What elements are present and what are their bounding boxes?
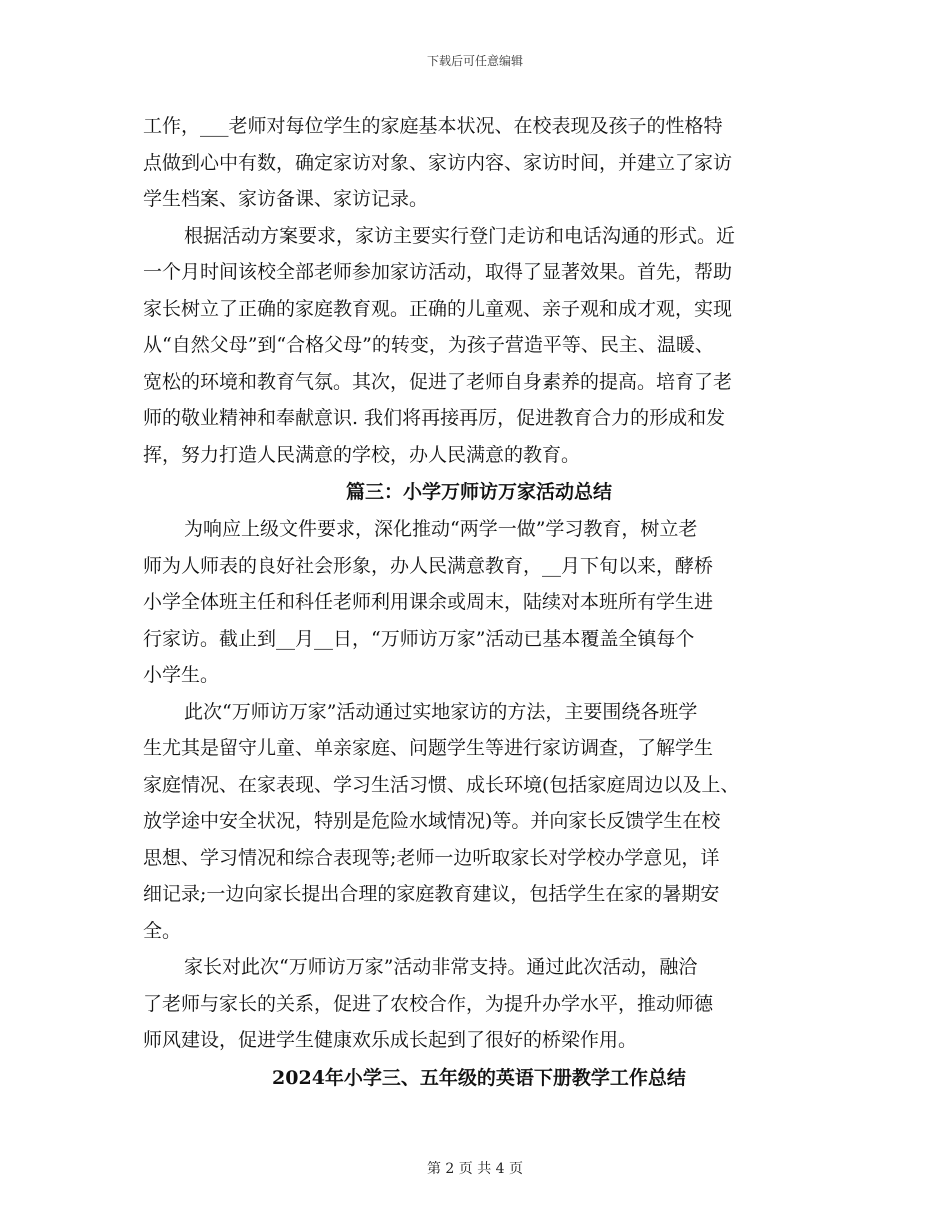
text-line: 放学途中安全状况，特别是危险水域情况)等。并向家长反馈学生在校 (143, 810, 721, 832)
section-heading: 2024年小学三、五年级的英语下册教学工作总结 (272, 1066, 686, 1089)
text-line: 了老师与家长的关系，促进了农校合作，为提升办学水平，推动师德 (143, 992, 714, 1015)
text-line: 从“自然父母”到“合格父母”的转变，为孩子营造平等、民主、温暖、 (143, 334, 714, 356)
text-line: 家庭情况、在家表现、学习生活习惯、成长环境(包括家庭周边以及上、 (143, 773, 740, 796)
text-line: 此次“万师访万家”活动通过实地家访的方法，主要围绕各班学 (184, 700, 698, 723)
paragraph-1 (143, 108, 815, 218)
text-line: 思想、学习情况和综合表现等;老师一边听取家长对学校办学意见，详 (143, 846, 720, 869)
text-line: 师的敬业精神和奉献意识. 我们将再接再厉，促进教育合力的形成和发 (143, 407, 726, 429)
text-line: 家长树立了正确的家庭教育观。正确的儿童观、亲子观和成才观，实现 (143, 297, 733, 320)
text-line: 学生档案、家访备课、家访记录。 (143, 188, 429, 210)
page-header-note: 下载后可任意编辑 (426, 54, 523, 68)
section-heading: 篇三：小学万师访万家活动总结 (345, 481, 612, 503)
text-line: 师风建设，促进学生健康欢乐成长起到了很好的桥梁作用。 (143, 1029, 638, 1051)
page-number: 第 2 页 共 4 页 (426, 1161, 524, 1177)
paragraph-3 (143, 511, 815, 694)
text-line: 工作，___老师对每位学生的家庭基本状况、在校表现及孩子的性格特 (143, 115, 723, 137)
text-line: 全。 (143, 919, 182, 942)
text-line: 小学全体班主任和科任老师利用课余或周末，陆续对本班所有学生进 (143, 591, 714, 613)
document-body (143, 108, 815, 1097)
paragraph-2 (143, 218, 815, 474)
text-line: 为响应上级文件要求，深化推动“两学一做”学习教育，树立老 (184, 518, 698, 540)
text-line: 挥，努力打造人民满意的学校，办人民满意的教育。 (143, 443, 581, 466)
text-line: 根据活动方案要求，家访主要实行登门走访和电话沟通的形式。近 (184, 224, 736, 247)
paragraph-4 (143, 694, 815, 950)
text-line: 细记录;一边向家长提出合理的家庭教育建议，包括学生在家的暑期安 (143, 883, 720, 905)
text-line: 生尤其是留守儿童、单亲家庭、问题学生等进行家访调查，了解学生 (143, 737, 714, 759)
paragraph-5 (143, 949, 815, 1059)
text-line: 行家访。截止到__月__日，“万师访万家”活动已基本覆盖全镇每个 (143, 627, 695, 650)
text-line: 宽松的环境和教育气氛。其次，促进了老师自身素养的提高。培育了老 (143, 370, 733, 393)
text-line: 点做到心中有数，确定家访对象、家访内容、家访时间，并建立了家访 (143, 151, 733, 174)
text-line: 一个月时间该校全部老师参加家访活动，取得了显著效果。首先，帮助 (143, 261, 733, 283)
text-line: 家长对此次“万师访万家”活动非常支持。通过此次活动，融洽 (184, 956, 698, 978)
text-line: 师为人师表的良好社会形象，办人民满意教育，__月下旬以来，酵桥 (143, 554, 714, 577)
text-line: 小学生。 (143, 664, 220, 686)
